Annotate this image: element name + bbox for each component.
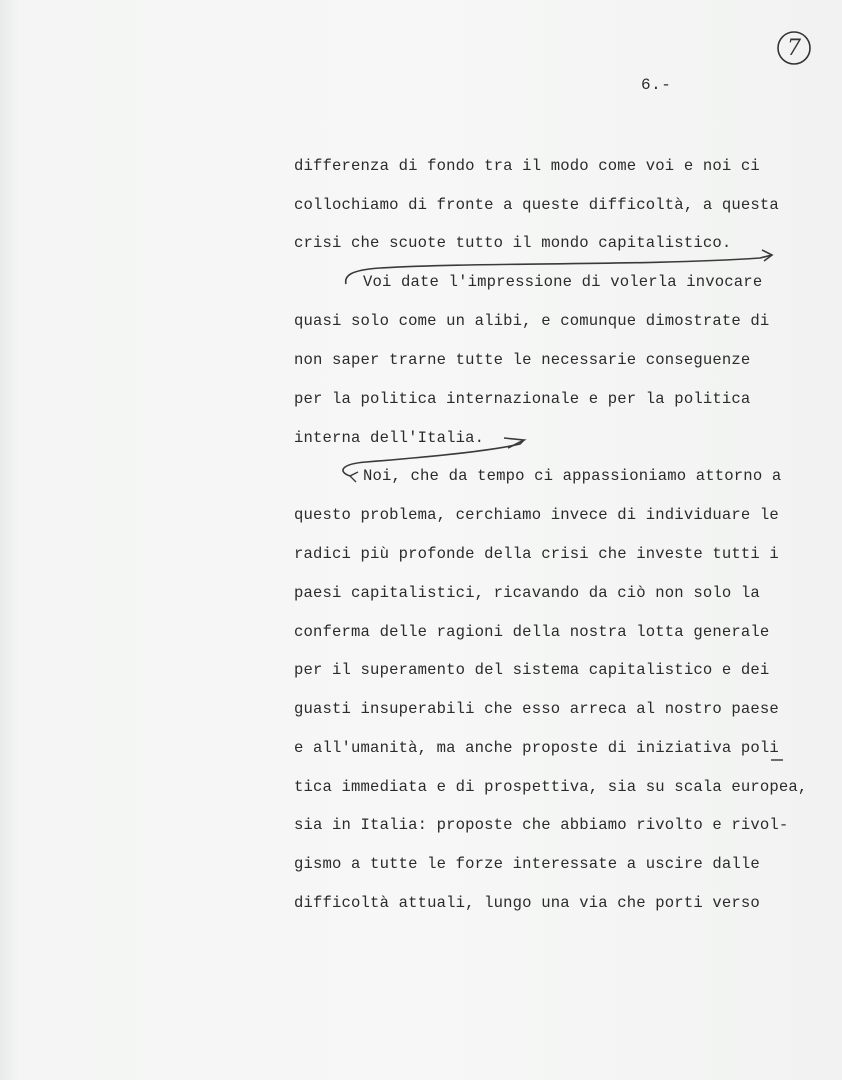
- correction-underline: [770, 758, 784, 762]
- text-line: gismo a tutte le forze interessate a uscire dalle: [294, 855, 760, 873]
- text-line: collochiamo di fronte a queste difficoltà, a questa: [294, 196, 779, 214]
- text-line: non saper trarne tutte le necessarie conseguenze: [294, 351, 751, 369]
- text-line: Voi date l'impressione di volerla invocare: [363, 273, 763, 291]
- text-line: Noi, che da tempo ci appassioniamo attorno a: [363, 467, 782, 485]
- text-line: paesi capitalistici, ricavando da ciò non solo la: [294, 584, 760, 602]
- text-line: per la politica internazionale e per la politica: [294, 390, 751, 408]
- page-number: 6.-: [641, 76, 672, 94]
- text-line: per il superamento del sistema capitalistico e dei: [294, 661, 770, 679]
- text-line: quasi solo come un alibi, e comunque dimostrate di: [294, 312, 770, 330]
- text-line: tica immediata e di prospettiva, sia su scala europea,: [294, 778, 808, 796]
- page-stamp: [776, 30, 812, 66]
- text-line: conferma delle ragioni della nostra lotta generale: [294, 623, 770, 641]
- text-line: radici più profonde della crisi che investe tutti i: [294, 545, 779, 563]
- text-line: differenza di fondo tra il modo come voi e noi ci: [294, 157, 760, 175]
- text-line: crisi che scuote tutto il mondo capitalistico.: [294, 234, 732, 252]
- paragraph-break-mark: [340, 244, 780, 290]
- text-line: guasti insuperabili che esso arreca al nostro paese: [294, 700, 779, 718]
- stamp-number: 7: [787, 36, 801, 61]
- text-line: questo problema, cerchiamo invece di individuare le: [294, 506, 779, 524]
- paragraph-break-mark: [336, 430, 536, 486]
- text-line: difficoltà attuali, lungo una via che porti verso: [294, 894, 760, 912]
- text-line: e all'umanità, ma anche proposte di iniziativa poli: [294, 739, 779, 757]
- text-line: sia in Italia: proposte che abbiamo rivolto e rivol-: [294, 816, 789, 834]
- text-line: interna dell'Italia.: [294, 429, 485, 447]
